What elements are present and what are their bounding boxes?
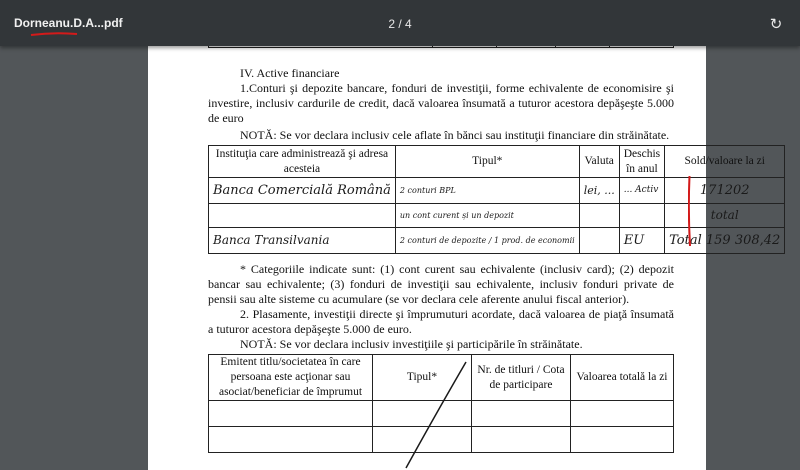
paragraph-2: 2. Plasamente, investiţii directe şi împrumuturi acordate, dacă valoarea de piaţă însumată a tuturor acestora depăşeşte 5.000 de euro. <box>208 307 674 336</box>
file-name: Dorneanu.D.A...pdf <box>14 16 123 30</box>
col-header-currency: Valuta <box>579 146 619 178</box>
cell-type: un cont curent și un depozit <box>395 204 579 228</box>
cell-currency <box>579 228 619 254</box>
col-header-institution: Instituţia care administrează şi adresa acesteia <box>209 146 396 178</box>
col-header-total-value: Valoarea totală la zi <box>571 355 674 401</box>
col-header-opened: Deschis în anul <box>619 146 664 178</box>
cell-institution: Banca Comercială Română <box>209 178 396 204</box>
footnote: * Categoriile indicate sunt: (1) cont curent sau echivalente (inclusiv card); (2) depozit bancar sau echivalente; (3) fonduri de investiţii sau echivalente, inclusiv fonduri private de pensii sau alte sisteme cu acumulare (se vor declara cele aferente anului fiscal anterior). <box>208 262 674 306</box>
cell-institution: Banca Transilvania <box>209 228 396 254</box>
col-header-shares: Nr. de titluri / Cota de participare <box>472 355 571 401</box>
col-header-type: Tipul* <box>395 146 579 178</box>
col-header-balance: Sold/valoare la zi <box>665 146 785 178</box>
bank-accounts-table <box>208 145 785 254</box>
red-underline-annotation <box>30 31 78 37</box>
table-row <box>209 178 785 204</box>
col-header-issuer: Emitent titlu/societatea în care persoana este acţionar sau asociat/beneficiar de împrumut <box>209 355 373 401</box>
pdf-page <box>148 30 781 470</box>
cell-balance: total <box>665 204 785 228</box>
cell-currency: lei, ... <box>579 178 619 204</box>
table-row <box>209 228 785 254</box>
note-2: NOTĂ: Se vor declara inclusiv investiţiile şi participările în străinătate. <box>240 337 583 351</box>
cell-opened <box>619 204 664 228</box>
section-title: IV. Active financiare <box>240 66 340 80</box>
cell-currency <box>579 204 619 228</box>
cell-balance: Total 159 308,42 <box>665 228 785 254</box>
note-1: NOTĂ: Se vor declara inclusiv cele aflate în bănci sau instituţii financiare din străinătate. <box>240 128 670 142</box>
red-margin-annotation <box>688 176 691 246</box>
col-header-type: Tipul* <box>373 355 472 401</box>
cell-type: 2 conturi de depozite / 1 prod. de economii <box>395 228 579 254</box>
cell-opened: ... Activ <box>619 178 664 204</box>
handwritten-slash-mark <box>398 360 468 470</box>
cell-opened: EU <box>619 228 664 254</box>
cell-balance: 171202 <box>665 178 785 204</box>
table-row <box>209 204 785 228</box>
rotate-icon[interactable]: ↻ <box>769 15 783 33</box>
cell-institution <box>209 204 396 228</box>
cell-type: 2 conturi BPL <box>395 178 579 204</box>
pdf-toolbar <box>0 0 800 46</box>
paragraph-1: 1.Conturi şi depozite bancare, fonduri de investiţii, forme echivalente de economisire şi investire, inclusiv cardurile de credit, dacă valoarea însumată a tuturor acestora depăşeşte 5.000 de euro <box>208 81 674 125</box>
page-counter: 2 / 4 <box>388 17 412 31</box>
